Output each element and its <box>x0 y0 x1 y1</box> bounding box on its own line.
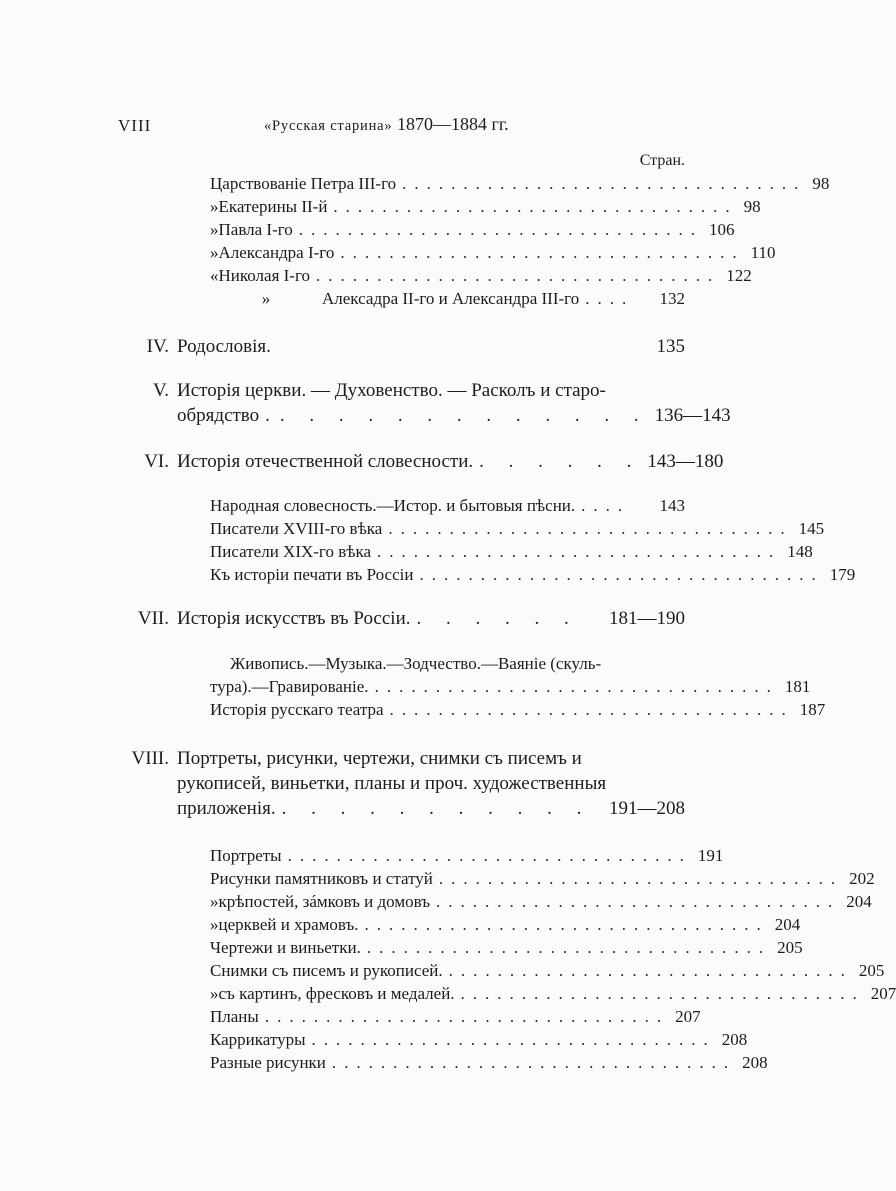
dot-leader: .... <box>585 289 635 308</box>
entry-label: Разные рисунки <box>210 1053 326 1072</box>
toc-entry[interactable] <box>210 961 885 985</box>
entry-page: 110 <box>750 243 776 262</box>
section-pages: 136—143 <box>654 405 731 426</box>
entry-page: 204 <box>774 915 801 934</box>
dot-leader: ................................. <box>340 243 745 262</box>
dot-leader: .. . . . . . . . . . . . . <box>265 405 649 426</box>
journal-name: «Русская старина» <box>264 118 393 134</box>
entry-label: Портреты <box>210 846 282 865</box>
dot-leader: ................................. <box>264 1007 670 1026</box>
toc-entry[interactable] <box>210 542 813 566</box>
entry-page: 181 <box>784 677 811 696</box>
entry-page: 98 <box>743 197 761 216</box>
section-number: V. <box>152 380 169 401</box>
entry-label: Снимки съ писемъ и рукописей. <box>210 961 443 980</box>
entry-label: Планы <box>210 1007 259 1026</box>
ditto-mark: » <box>210 220 219 239</box>
toc-entry[interactable] <box>210 869 875 893</box>
entry-label: Народная словесность.—Истор. и бытовыя пѣсни. <box>210 496 576 515</box>
ditto-mark: » <box>210 915 219 934</box>
entry-page: 132 <box>659 289 685 308</box>
section-pages: 135 <box>656 336 685 357</box>
entry-label: Павла I-го <box>218 220 293 239</box>
entry-label: Алексадра II-го и Александра III-го <box>322 289 580 308</box>
entry-label: церквей и храмовъ. <box>218 915 359 934</box>
entry-page: 145 <box>798 519 825 538</box>
entry-page: 191 <box>697 846 724 865</box>
section-viii-cont <box>177 773 685 795</box>
section-number: VII. <box>137 608 169 629</box>
toc-entry[interactable] <box>210 220 735 244</box>
section-pages: 191—208 <box>609 798 685 819</box>
toc-entry[interactable] <box>210 677 811 701</box>
toc-entry[interactable] <box>210 197 761 221</box>
dot-leader: .... <box>581 496 631 515</box>
entry-label: Живопись.—Музыка.—Зодчество.—Ваяніе (скуль- <box>230 654 602 673</box>
section-number: VI. <box>144 451 169 472</box>
entry-page: 208 <box>721 1030 748 1049</box>
section-number: VIII. <box>131 748 169 769</box>
dot-leader: ................................. <box>402 174 807 193</box>
ditto-mark: » <box>210 984 219 1003</box>
entry-page: 207 <box>870 984 896 1003</box>
dot-leader: ................................. <box>388 519 793 538</box>
journal-years: 1870—1884 гг. <box>396 114 509 134</box>
dot-leader: . . . . . . . . . . . <box>281 798 592 819</box>
dot-leader: ................................. <box>333 197 738 216</box>
entry-page: 122 <box>726 266 752 285</box>
dot-leader: . . . . . . <box>479 451 642 472</box>
dot-leader: ................................. <box>436 892 841 911</box>
toc-entry[interactable] <box>210 846 724 870</box>
entry-label: съ картинъ, фресковъ и медалей. <box>218 984 455 1003</box>
ditto-mark: « <box>210 266 219 285</box>
page-column-header: Стран. <box>639 152 685 169</box>
toc-entry[interactable] <box>210 938 803 962</box>
entry-label: Писатели XVIII-го вѣка <box>210 519 383 538</box>
entry-page: 207 <box>675 1007 701 1026</box>
section-viii[interactable] <box>131 748 685 770</box>
dot-leader: ................................. <box>364 915 769 934</box>
section-v[interactable] <box>152 380 685 402</box>
section-iv[interactable] <box>146 336 685 358</box>
section-viii-cont <box>177 798 685 820</box>
running-title <box>264 114 509 135</box>
entry-page: 148 <box>787 542 813 561</box>
entry-label: Рисунки памятниковъ и статуй <box>210 869 433 888</box>
toc-entry[interactable] <box>210 289 685 313</box>
entry-label: Каррикатуры <box>210 1030 306 1049</box>
dot-leader: ................................. <box>389 700 794 719</box>
section-title: VI. Исторія отечественной словесности. <box>144 451 474 472</box>
toc-entry[interactable] <box>210 519 825 543</box>
section-number: IV. <box>146 336 169 357</box>
section-pages: 143—180 <box>647 451 724 472</box>
dot-leader: ................................. <box>419 565 824 584</box>
toc-entry[interactable] <box>210 496 685 520</box>
dot-leader: . . . . . . <box>416 608 579 629</box>
entry-page: 202 <box>849 869 875 888</box>
toc-entry[interactable] <box>210 700 826 724</box>
toc-entry[interactable] <box>210 892 872 916</box>
entry-page: 208 <box>742 1053 768 1072</box>
dot-leader: ................................. <box>298 220 704 239</box>
entry-page: 179 <box>829 565 856 584</box>
dot-leader: ................................. <box>316 266 721 285</box>
toc-entry[interactable] <box>210 1053 768 1077</box>
ditto-mark: » <box>210 197 219 216</box>
entry-page: 143 <box>659 496 685 515</box>
section-title-cont: приложенія. <box>177 798 276 819</box>
dot-leader: ................................. <box>460 984 865 1003</box>
toc-entry[interactable] <box>210 1030 748 1054</box>
dot-leader: ................................. <box>287 846 692 865</box>
section-title-cont: рукописей, виньетки, планы и проч. художественныя <box>177 773 607 794</box>
ditto-mark: » <box>210 243 219 262</box>
entry-label: крѣпостей, зáмковъ и домовъ <box>218 892 431 911</box>
toc-entry[interactable] <box>210 984 896 1008</box>
entry-page: 98 <box>812 174 830 193</box>
section-v-cont <box>177 405 731 427</box>
entry-label: Царствованіе Петра III-го <box>210 174 397 193</box>
toc-entry[interactable] <box>210 243 776 267</box>
section-vi[interactable] <box>144 451 724 473</box>
section-pages: 181—190 <box>609 608 685 629</box>
entry-label: Исторія русскаго театра <box>210 700 384 719</box>
entry-page: 187 <box>799 700 826 719</box>
entry-page: 204 <box>846 892 872 911</box>
section-title: IV. Родословія. <box>146 336 271 357</box>
entry-label: Александра I-го <box>218 243 335 262</box>
toc-entry[interactable] <box>210 174 830 198</box>
entry-label: Писатели XIX-го вѣка <box>210 542 372 561</box>
section-title: VIII. Портреты, рисунки, чертежи, снимки съ писемъ и <box>131 748 582 769</box>
entry-label: Къ исторіи печати въ Россіи <box>210 565 414 584</box>
entry-label: Чертежи и виньетки. <box>210 938 361 957</box>
entry-label: Николая I-го <box>218 266 311 285</box>
running-header <box>118 114 690 140</box>
toc-entry[interactable] <box>230 654 685 678</box>
ditto-mark: » <box>210 892 219 911</box>
ditto-mark: » <box>261 289 271 308</box>
page-folio: VIII <box>118 116 152 135</box>
toc-entry[interactable] <box>210 565 856 589</box>
dot-leader: ................................. <box>331 1053 737 1072</box>
dot-leader: ................................. <box>366 938 772 957</box>
entry-page: 205 <box>858 961 885 980</box>
toc-entry[interactable] <box>210 266 752 290</box>
section-title: VII. Исторія искусствъ въ Россіи. <box>137 608 411 629</box>
toc-entry[interactable] <box>210 915 801 939</box>
dot-leader: ................................. <box>311 1030 716 1049</box>
entry-page: 205 <box>777 938 803 957</box>
dot-leader: ................................. <box>438 869 844 888</box>
section-vii[interactable] <box>137 608 685 630</box>
dot-leader: ................................. <box>377 542 782 561</box>
entry-label: Екатерины II-й <box>218 197 328 216</box>
dot-leader: ................................. <box>448 961 853 980</box>
section-title-cont: обрядство <box>177 405 260 426</box>
toc-entry[interactable] <box>210 1007 701 1031</box>
entry-page: 106 <box>709 220 735 239</box>
dot-leader: ................................. <box>374 677 779 696</box>
section-title: V. Исторія церкви. — Духовенство. — Расколъ и старо- <box>152 380 606 401</box>
entry-label-cont: тура).—Гравированіе. <box>210 677 369 696</box>
